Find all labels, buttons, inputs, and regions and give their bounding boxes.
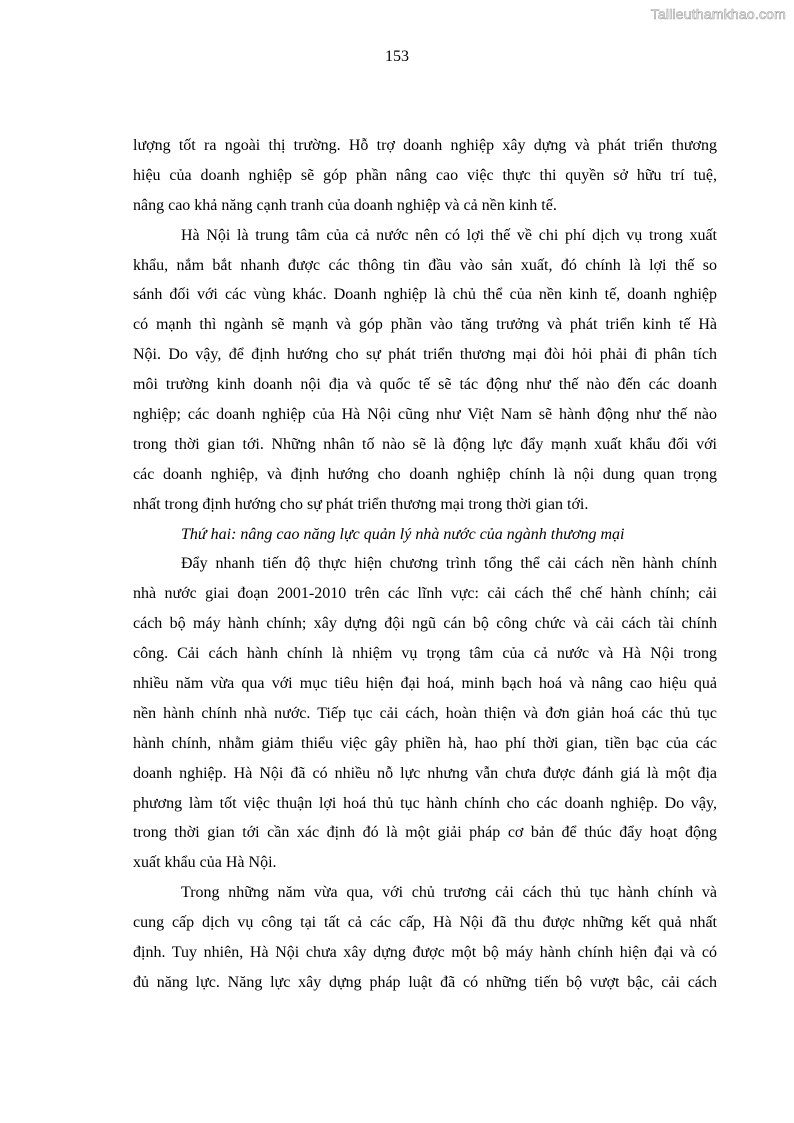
text-line: phương làm tốt việc thuận lợi hoá thủ tục hành chính cho các doanh nghiệp. Do vậy, [133, 794, 717, 812]
document-body [133, 131, 717, 998]
paragraph-3 [133, 549, 717, 878]
page-number: 153 [385, 48, 409, 65]
text-line: các doanh nghiệp, và định hướng cho doanh nghiệp chính là nội dung quan trọng [133, 465, 717, 483]
text-line: Đẩy nhanh tiến độ thực hiện chương trình tổng thể cải cách nền hành chính [181, 555, 717, 573]
text-line: trong thời gian tới. Những nhân tố nào sẽ là động lực đẩy mạnh xuất khẩu đối với [133, 435, 717, 453]
text-line: nhiều năm vừa qua với mục tiêu hiện đại hoá, minh bạch hoá và nâng cao hiệu quả [133, 675, 717, 693]
text-line: cung cấp dịch vụ công tại tất cả các cấp, Hà Nội đã thu được những kết quả nhất [133, 914, 717, 932]
text-line: có mạnh thì ngành sẽ mạnh và góp phần vào tăng trưởng và phát triển kinh tế Hà [133, 316, 717, 334]
text-line: nghiệp; các doanh nghiệp của Hà Nội cũng như Việt Nam sẽ hành động như thế nào [133, 406, 717, 424]
watermark: Tailieuthamkhao.com [650, 6, 786, 22]
text-line: cách bộ máy hành chính; xây dựng đội ngũ cán bộ công chức và cải cách tài chính [133, 615, 717, 633]
text-line: Nội. Do vậy, để định hướng cho sự phát triển thương mại đòi hỏi phải đi phân tích [133, 346, 717, 364]
text-line: nền hành chính nhà nước. Tiếp tục cải cách, hoàn thiện và đơn giản hoá các thủ tục [133, 704, 717, 722]
text-line: xuất khẩu của Hà Nội. [133, 854, 277, 872]
text-line: khẩu, nắm bắt nhanh được các thông tin đầu vào sản xuất, đó chính là lợi thế so [133, 256, 717, 274]
text-line: Hà Nội là trung tâm của cả nước nên có lợi thế về chi phí dịch vụ trong xuất [181, 226, 717, 244]
text-line: hành chính, nhằm giảm thiểu việc gây phiền hà, hao phí thời gian, tiền bạc của các [133, 734, 717, 752]
text-line: lượng tốt ra ngoài thị trường. Hỗ trợ doanh nghiệp xây dựng và phát triển thương [133, 137, 717, 154]
text-line: doanh nghiệp. Hà Nội đã có nhiều nỗ lực nhưng vẫn chưa được đánh giá là một địa [133, 764, 717, 782]
text-line: hiệu của doanh nghiệp sẽ góp phần nâng cao việc thực thi quyền sở hữu trí tuệ, [133, 166, 717, 184]
paragraph-1 [133, 131, 717, 221]
text-line: Trong những năm vừa qua, với chủ trương cải cách thủ tục hành chính và [181, 884, 717, 902]
text-line: nâng cao khả năng cạnh tranh của doanh nghiệp và cả nền kinh tế. [133, 196, 557, 214]
text-line: đủ năng lực. Năng lực xây dựng pháp luật đã có những tiến bộ vượt bậc, cải cách [133, 973, 717, 991]
paragraph-2 [133, 221, 717, 520]
text-line: trong thời gian tới cần xác định đó là một giải pháp cơ bản để thúc đẩy hoạt động [133, 824, 717, 842]
section-heading-text: Thứ hai: nâng cao năng lực quản lý nhà nước của ngành thương mại [181, 525, 625, 543]
section-heading [133, 520, 717, 550]
paragraph-4 [133, 878, 717, 998]
text-line: nhà nước giai đoạn 2001-2010 trên các lĩnh vực: cải cách thể chế hành chính; cải [133, 585, 717, 603]
text-line: định. Tuy nhiên, Hà Nội chưa xây dựng được một bộ máy hành chính hiện đại và có [133, 944, 717, 962]
text-line: sánh đối với các vùng khác. Doanh nghiệp là chủ thể của nền kinh tế, doanh nghiệp [133, 286, 717, 304]
text-line: nhất trong định hướng cho sự phát triển thương mại trong thời gian tới. [133, 495, 589, 513]
text-line: công. Cải cách hành chính là nhiệm vụ trọng tâm của cả nước và Hà Nội trong [133, 645, 717, 663]
text-line: môi trường kinh doanh nội địa và quốc tế sẽ tác động như thế nào đến các doanh [133, 376, 717, 394]
